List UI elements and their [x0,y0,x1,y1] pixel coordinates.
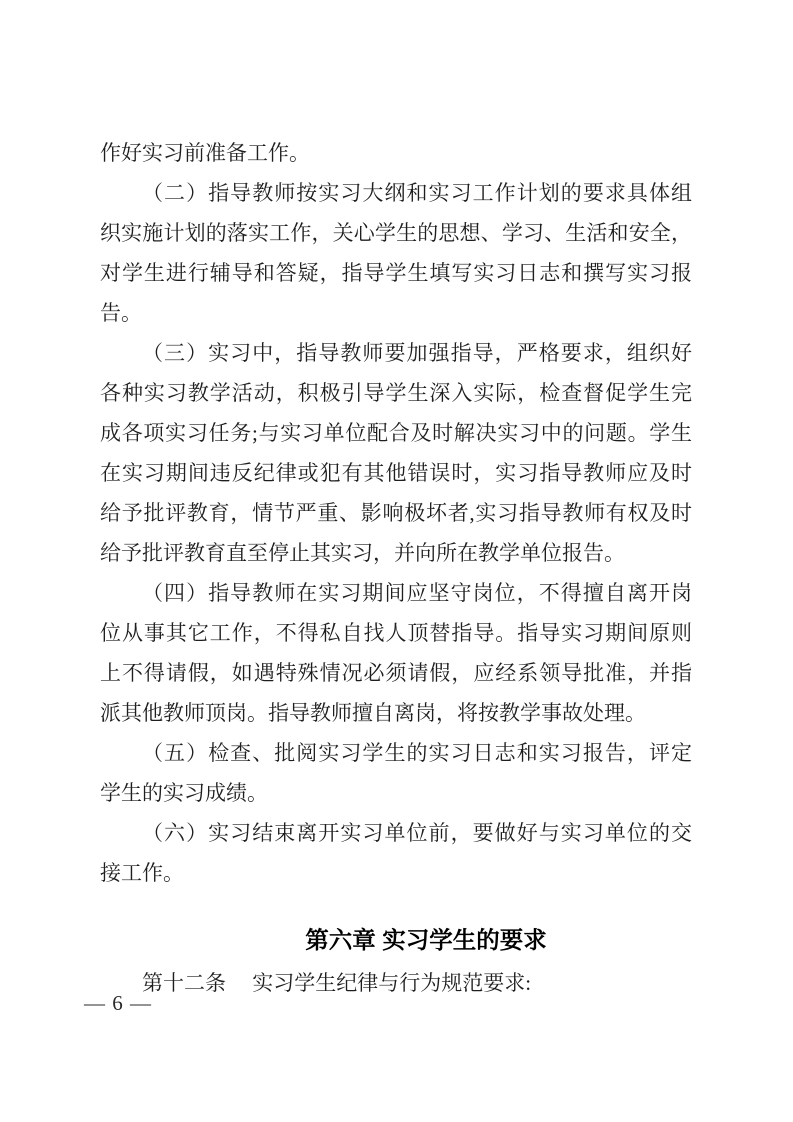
text-line: 派其他教师顶岗。指导教师擅自离岗，将按教学事故处理。 [100,701,646,725]
text-line: （六）实习结束离开实习单位前，要做好与实习单位的交 [142,821,692,845]
paragraph [100,733,692,813]
text-line: （三）实习中，指导教师要加强指导，严格要求，组织好 [142,341,692,365]
text-line: 成各项实习任务;与实习单位配合及时解决实习中的问题。学生 [100,421,692,445]
paragraph [100,963,692,1003]
article-paragraph [100,963,692,1003]
chapter-heading: 第六章 实习学生的要求 [305,927,547,953]
text-line: 给予批评教育直至停止其实习，并向所在教学单位报告。 [100,541,625,565]
paragraph [100,333,692,573]
paragraph [100,133,692,173]
text-line: 各种实习教学活动，积极引导学生深入实际，检查督促学生完 [100,381,692,405]
paragraph [100,173,692,333]
text-line: 对学生进行辅导和答疑，指导学生填写实习日志和撰写实习报 [100,261,692,285]
text-line: 告。 [100,301,142,325]
text-line: 作好实习前准备工作。 [100,141,310,165]
text-line: （五）检查、批阅实习学生的实习日志和实习报告，评定 [142,741,692,765]
text-line: 学生的实习成绩。 [100,781,268,805]
paragraph [100,813,692,893]
text-line: 在实习期间违反纪律或犯有其他错误时，实习指导教师应及时 [100,461,692,485]
text-line: （二）指导教师按实习大纲和实习工作计划的要求具体组 [142,181,692,205]
text-line: 第十二条 实习学生纪律与行为规范要求: [142,971,532,995]
paragraph [100,573,692,733]
text-line: 上不得请假，如遇特殊情况必须请假，应经系领导批准，并指 [100,661,692,685]
page-content [100,133,692,1003]
text-line: 接工作。 [100,861,184,885]
text-line: 位从事其它工作，不得私自找人顶替指导。指导实习期间原则 [100,621,692,645]
text-line: 给予批评教育，情节严重、影响极坏者,实习指导教师有权及时 [100,501,692,525]
body-paragraphs [100,133,692,893]
text-line: （四）指导教师在实习期间应坚守岗位，不得擅自离开岗 [142,581,692,605]
text-line: 织实施计划的落实工作，关心学生的思想、学习、生活和安全， [100,221,692,245]
page-number: — 6 — [84,991,152,1015]
